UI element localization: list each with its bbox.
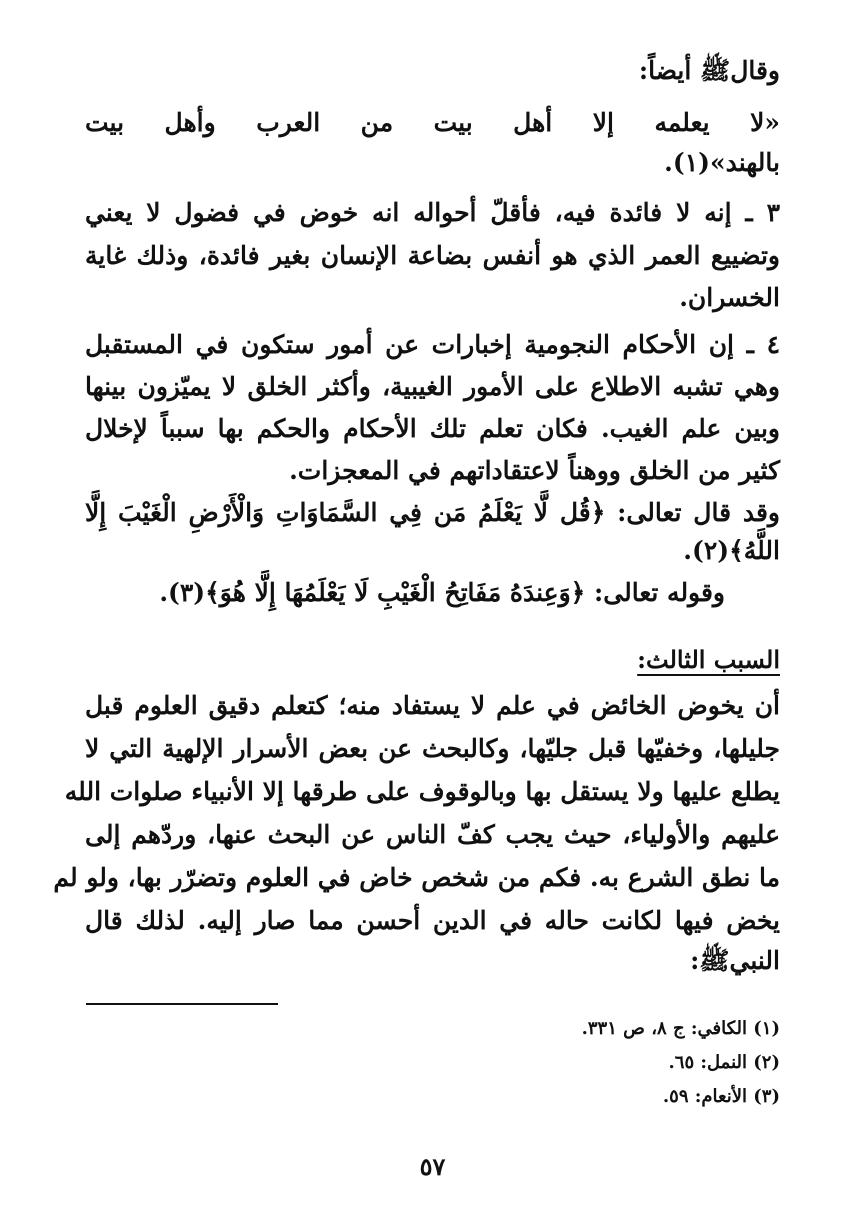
section-heading: السبب الثالث: xyxy=(637,645,780,674)
footnote-2: (٢) النمل: ٦٥. xyxy=(668,1052,780,1073)
point-4-line-2: وهي تشبه الاطلاع على الأمور الغيبية، وأكثر الخلق لا يميّزون بينها xyxy=(85,372,780,401)
hadith-line-1: «لا يعلمه إلا أهل بيت من العرب وأهل بيت xyxy=(85,108,780,137)
footnote-separator xyxy=(86,1003,278,1005)
section-3-line-3: يطلع عليها ولا يستقل بها وبالوقوف على طرقها إلا الأنبياء صلوات الله xyxy=(64,777,780,806)
hadith-line-2: بالهند»(١). xyxy=(664,148,780,177)
point-4-line-3: وبين علم الغيب. فكان تعلم تلك الأحكام والحكم بها سبباً لإخلال xyxy=(85,414,780,443)
point-3-line-2: وتضييع العمر الذي هو أنفس بضاعة الإنسان بغير فائدة، وذلك غاية xyxy=(85,241,780,270)
section-3-line-1: أن يخوض الخائض في علم لا يستفاد منه؛ كتعلم دقيق العلوم قبل xyxy=(85,691,780,720)
footnote-1: (١) الكافي: ج ٨، ص ٣٣١. xyxy=(581,1018,780,1039)
footnote-3: (٣) الأنعام: ٥٩. xyxy=(662,1086,780,1107)
section-3-line-4: عليهم والأولياء، حيث يجب كفّ الناس عن البحث عنها، وردّهم إلى xyxy=(85,820,780,849)
section-3-line-2: جليلها، وخفيّها قبل جليّها، وكالبحث عن بعض الأسرار الإلهية التي لا xyxy=(85,734,780,763)
text-line-1: وقالﷺ أيضاً: xyxy=(638,56,780,85)
section-3-line-5: ما نطق الشرع به. فكم من شخص خاض في العلوم وتضرّر بها، ولو لم xyxy=(53,863,780,892)
quran-quote-1-line-1: وقد قال تعالى: ﴿قُل لَّا يَعْلَمُ مَن فِي السَّمَاوَاتِ وَالْأَرْضِ الْغَيْبَ إِلَّا xyxy=(85,498,780,527)
point-3-line-1: ٣ ـ إنه لا فائدة فيه، فأقلّ أحواله انه خوض في فضول لا يعني xyxy=(85,198,780,227)
point-4-line-4: كثير من الخلق ووهناً لاعتقاداتهم في المعجزات. xyxy=(289,456,780,485)
quran-quote-2: وقوله تعالى: ﴿وَعِندَهُ مَفَاتِحُ الْغَيْبِ لَا يَعْلَمُهَا إِلَّا هُوَ﴾(٣). xyxy=(159,578,725,607)
point-4-line-1: ٤ ـ إن الأحكام النجومية إخبارات عن أمور ستكون في المستقبل xyxy=(85,330,780,359)
point-3-line-3: الخسران. xyxy=(679,283,780,312)
page-number: ٥٧ xyxy=(419,1152,446,1181)
quran-quote-1-line-2: اللَّهُ﴾(٢). xyxy=(683,536,780,565)
section-3-line-6: يخض فيها لكانت حاله في الدين أحسن مما صار إليه. لذلك قال xyxy=(85,906,780,935)
section-3-line-7: النبيﷺ: xyxy=(690,946,780,975)
